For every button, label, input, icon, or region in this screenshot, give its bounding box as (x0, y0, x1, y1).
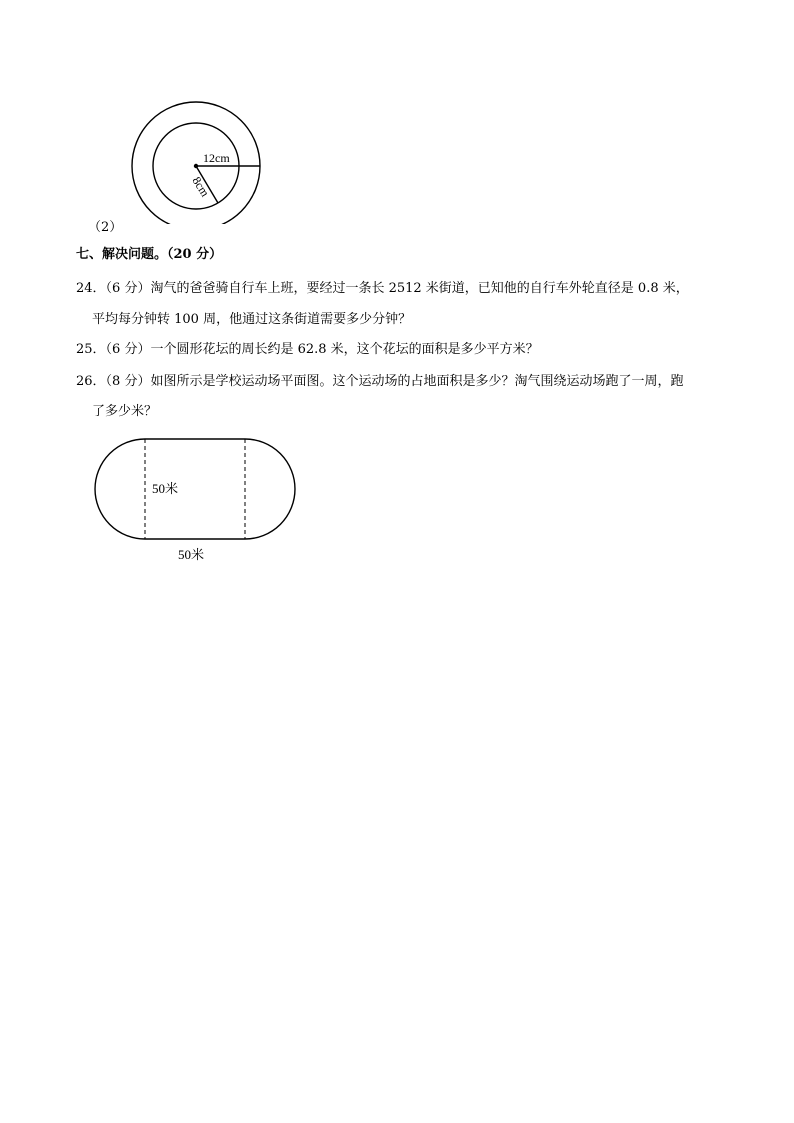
question-text: （6 分）一个圆形花坛的周长约是 62.8 米，这个花坛的面积是多少平方米？ (105, 342, 539, 357)
question-25 (76, 341, 539, 359)
track-width-label: 50米 (152, 481, 179, 496)
section-heading: 七、解决问题。（20 分） (76, 247, 223, 262)
outer-circle (132, 102, 260, 224)
track-figure (90, 432, 300, 570)
question-text: （8 分）如图所示是学校运动场平面图。这个运动场的占地面积是多少？淘气围绕运动场跑了一周，跑 (105, 374, 684, 389)
question-24-continuation: 平均每分钟转 100 周，他通过这条街道需要多少分钟？ (92, 312, 412, 327)
question-number: 25． (76, 342, 106, 357)
ring-figure (120, 92, 280, 224)
figure-caption: （2） (88, 220, 123, 235)
inner-radius-label: 8cm (189, 174, 213, 200)
question-24 (76, 280, 689, 298)
question-number: 24． (76, 281, 106, 296)
question-26 (76, 373, 683, 391)
track-length-label: 50米 (178, 547, 205, 562)
question-number: 26． (76, 374, 106, 389)
outer-radius-label: 12cm (203, 151, 230, 165)
question-text: （6 分）淘气的爸爸骑自行车上班，要经过一条长 2512 米街道，已知他的自行车外轮直径是 0.8 米， (105, 281, 689, 296)
track-outline (95, 439, 295, 539)
question-26-continuation: 了多少米？ (92, 404, 158, 419)
